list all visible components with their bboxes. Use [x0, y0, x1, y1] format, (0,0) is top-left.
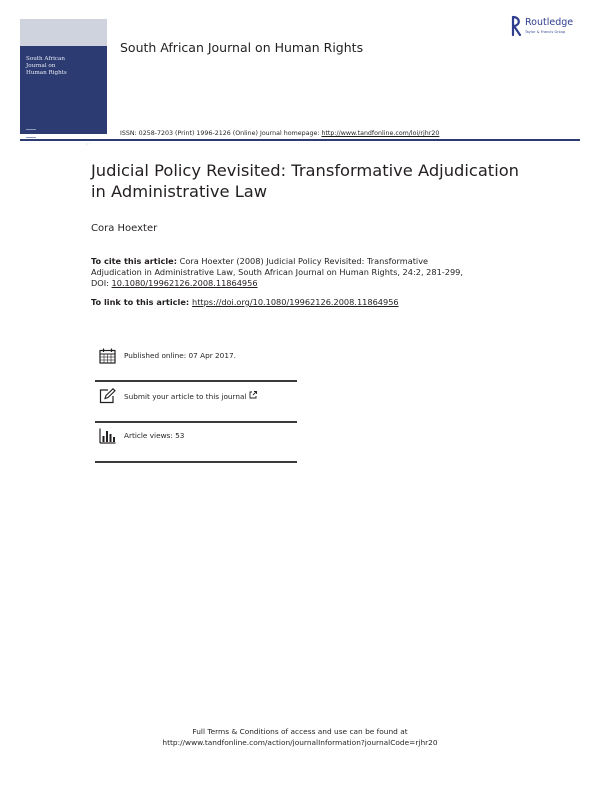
views-row	[95, 428, 297, 446]
calendar-icon	[99, 348, 116, 364]
info-divider	[95, 461, 297, 463]
article-title: Judicial Policy Revisited: Transformative Adjudication in Administrative Law	[91, 161, 519, 201]
submit-article-label: Submit your article to this journal	[124, 392, 247, 401]
bar-chart-icon	[99, 428, 116, 444]
publisher-tagline: Taylor & Francis Group	[525, 30, 566, 34]
cover-title-line: Journal on	[26, 63, 56, 69]
external-link-icon	[249, 391, 257, 399]
article-link-block	[91, 297, 511, 308]
published-row	[95, 348, 297, 366]
submit-article-link[interactable]	[124, 391, 257, 401]
cover-decoration	[26, 129, 36, 130]
cite-label: To cite this article:	[91, 256, 177, 266]
article-views: Article views: 53	[124, 431, 185, 440]
submit-row[interactable]	[95, 388, 297, 406]
info-divider	[95, 380, 297, 382]
info-divider	[95, 421, 297, 423]
link-label: To link to this article:	[91, 297, 192, 307]
publisher-name: Routledge	[525, 17, 574, 28]
issn-line	[120, 130, 439, 137]
published-date: Published online: 07 Apr 2017.	[124, 351, 236, 360]
journal-homepage-link[interactable]: http://www.tandfonline.com/loi/rjhr20	[321, 130, 440, 137]
header-divider	[20, 139, 580, 141]
cover-title-line: Human Rights	[26, 70, 67, 76]
article-doi-link[interactable]: https://doi.org/10.1080/19962126.2008.11864956	[192, 297, 399, 307]
cite-doi-link[interactable]: 10.1080/19962126.2008.11864956	[111, 278, 258, 288]
cover-publisher-logo: ▮ R	[86, 142, 92, 146]
citation-block	[91, 256, 476, 289]
cite-text: Cora Hoexter (2008) Judicial Policy Revisited: Transformative Adjudication in Administrative Law, South African Journal on Human Rights, 24:2, 281-299, DOI:	[91, 256, 463, 288]
routledge-r-icon	[511, 16, 523, 36]
cover-title	[26, 56, 104, 77]
cover-decoration	[26, 137, 36, 138]
footer-terms-text: Full Terms & Conditions of access and use can be found at	[192, 727, 408, 736]
issn-text: ISSN: 0258-7203 (Print) 1996-2126 (Online) Journal homepage:	[120, 130, 322, 137]
edit-icon	[99, 388, 116, 404]
cover-top-band	[20, 19, 107, 46]
publisher-logo	[511, 16, 589, 42]
journal-cover-image	[20, 19, 107, 146]
journal-name: South African Journal on Human Rights	[120, 40, 364, 55]
footer	[100, 727, 500, 748]
footer-terms-link[interactable]: http://www.tandfonline.com/action/journalInformation?journalCode=rjhr20	[162, 737, 438, 747]
cover-title-line: South African	[26, 56, 65, 62]
article-author: Cora Hoexter	[91, 223, 158, 234]
